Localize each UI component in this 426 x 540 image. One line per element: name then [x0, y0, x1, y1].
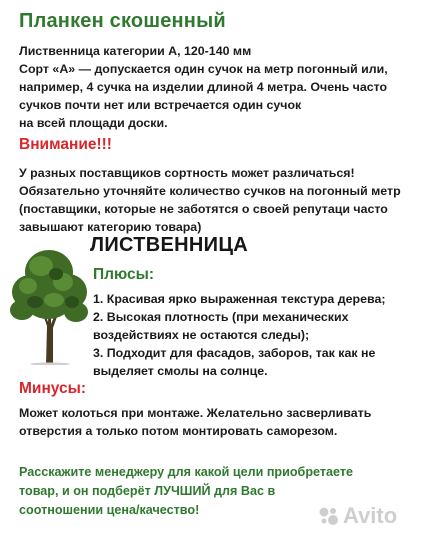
- warning-paragraph: [19, 164, 419, 236]
- intro-paragraph: [19, 42, 419, 132]
- section-title: ЛИСТВЕННИЦА: [90, 234, 248, 256]
- warning-line: У разных поставщиков сортность может различаться!: [19, 166, 355, 180]
- tree-illustration: [8, 240, 90, 365]
- page-title: Планкен скошенный: [19, 10, 226, 32]
- avito-logo-icon: [318, 505, 340, 527]
- cta-line: Расскажите менеджеру для какой цели приобретаете: [19, 465, 354, 479]
- pros-list: [93, 290, 423, 380]
- warning-line: завышают категорию товара): [19, 220, 202, 234]
- cons-label: Минусы:: [19, 380, 87, 397]
- warning-line: Обязательно уточняйте количество сучков на погонный метр: [19, 184, 401, 198]
- intro-line: например, 4 сучка на изделии длиной 4 метра. Очень часто: [19, 80, 388, 94]
- cons-paragraph: [19, 404, 419, 440]
- cons-line: Может колоться при монтаже. Желательно засверливать: [19, 406, 372, 420]
- cta-line: товар, и он подберёт ЛУЧШИЙ для Вас в: [19, 484, 276, 498]
- warning-line: (поставщики, которые не заботятся о своей репутаци часто: [19, 202, 388, 216]
- intro-line: сучков почти нет или встречается один сучок: [19, 98, 302, 112]
- warning-label: Внимание!!!: [19, 136, 112, 153]
- pros-label: Плюсы:: [93, 266, 155, 283]
- list-item: 2. Высокая плотность (при механических: [93, 310, 349, 324]
- intro-line: на всей площади доски.: [19, 116, 168, 130]
- list-item: выделяет смолы на солнце.: [93, 364, 268, 378]
- intro-line: Сорт «А» — допускается один сучок на метр погонный или,: [19, 62, 388, 76]
- watermark: Avito: [343, 503, 398, 528]
- cons-line: отверстия а только потом монтировать саморезом.: [19, 424, 338, 438]
- intro-line: Лиственница категории А, 120-140 мм: [19, 44, 252, 58]
- list-item: 1. Красивая ярко выраженная текстура дерева;: [93, 292, 386, 306]
- cta-line: соотношении цена/качество!: [19, 503, 200, 517]
- list-item: воздействиях не остаются следы);: [93, 328, 310, 342]
- list-item: 3. Подходит для фасадов, заборов, так как не: [93, 346, 376, 360]
